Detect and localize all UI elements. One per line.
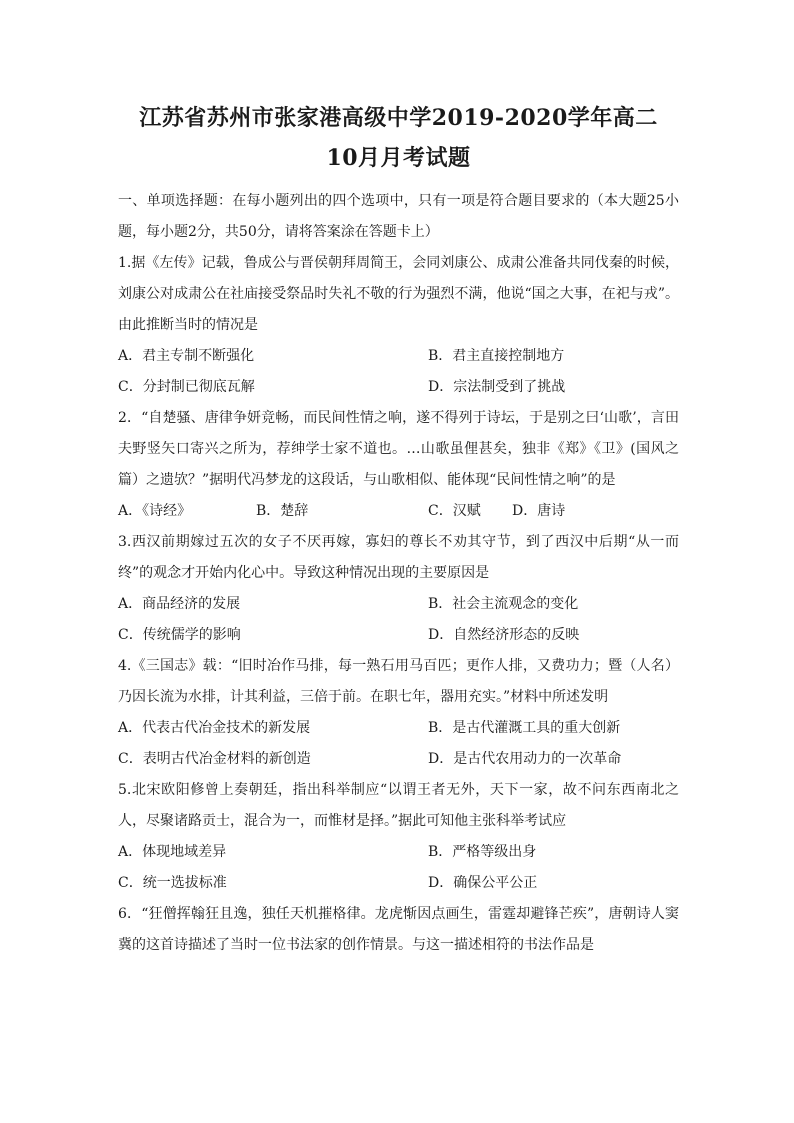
- question-1-option-a: A．君主专制不断强化: [118, 348, 255, 364]
- question-1-option-d: D．宗法制受到了挑战: [428, 379, 566, 395]
- question-1-options: [118, 341, 679, 403]
- question-3-option-b: B．社会主流观念的变化: [428, 596, 579, 612]
- question-5-option-c: C．统一选拔标准: [118, 875, 227, 891]
- section-instructions: 一、单项选择题：在每小题列出的四个选项中，只有一项是符合题目要求的（本大题25小题，每小题2分，共50分，请将答案涂在答题卡上）: [118, 193, 679, 240]
- question-3-options: [118, 589, 679, 651]
- question-4-option-b: B．是古代灌溉工具的重大创新: [428, 720, 621, 736]
- exam-title-line2: 10月月考试题: [326, 145, 471, 171]
- question-5-option-a: A．体现地域差异: [118, 844, 227, 860]
- question-2-options: [118, 496, 679, 527]
- question-5-option-d: D．确保公平公正: [428, 875, 538, 891]
- question-2-option-d: D．唐诗: [512, 503, 566, 519]
- question-2-option-b: B．楚辞: [256, 503, 309, 519]
- question-3-option-a: A．商品经济的发展: [118, 596, 241, 612]
- question-4-option-c: C．表明古代冶金材料的新创造: [118, 751, 311, 767]
- question-1-option-c: C．分封制已彻底瓦解: [118, 379, 255, 395]
- question-5-stem: 5.北宋欧阳修曾上奏朝廷，指出科举制应“以谓王者无外，天下一家，故不问东西南北之人，尽聚诸路贡士，混合为一，而惟材是择。”据此可知他主张科举考试应: [118, 782, 679, 829]
- question-4-option-a: A．代表古代冶金技术的新发展: [118, 720, 311, 736]
- question-1-option-b: B．君主直接控制地方: [428, 348, 565, 364]
- question-3-stem: 3.西汉前期嫁过五次的女子不厌再嫁，寡妇的尊长不劝其守节，到了西汉中后期“从一而终”的观念才开始内化心中。导致这种情况出现的主要原因是: [118, 534, 679, 581]
- question-4-option-d: D．是古代农用动力的一次革命: [428, 751, 622, 767]
- question-2-option-c: C．汉赋: [428, 503, 481, 519]
- question-2-stem: 2．“自楚骚、唐律争妍竞畅，而民间性情之响，遂不得列于诗坛，于是别之曰‘山歌’，言田夫野竖矢口寄兴之所为，荐绅学士家不道也。…山歌虽俚甚矣，独非《郑》《卫》(国风之篇）之遗欤？”据明代冯梦龙的这段话，与山歌相似、能体现“民间性情之响”的是: [118, 410, 679, 488]
- question-2-option-a: A．《诗经》: [118, 503, 192, 519]
- question-5-options: [118, 837, 679, 899]
- question-3-option-d: D．自然经济形态的反映: [428, 627, 580, 643]
- question-4-stem: 4.《三国志》载：“旧时冶作马排，每一熟石用马百匹；更作人排，又费功力；暨（人名）乃因长流为水排，计其利益，三倍于前。在职七年，器用充实。”材料中所述发明: [118, 658, 679, 705]
- question-1-stem: 1.据《左传》记载，鲁成公与晋侯朝拜周简王，会同刘康公、成肃公准备共同伐秦的时候，刘康公对成肃公在社庙接受祭品时失礼不敬的行为强烈不满，他说“国之大事，在祀与戎”。由此推断当时的情况是: [118, 255, 679, 333]
- question-4-options: [118, 713, 679, 775]
- exam-title-line1: 江苏省苏州市张家港高级中学2019-2020学年高二: [139, 105, 658, 131]
- question-3-option-c: C．传统儒学的影响: [118, 627, 241, 643]
- question-5-option-b: B．严格等级出身: [428, 844, 537, 860]
- question-6-stem: 6．“狂僧挥翰狂且逸，独任天机摧格律。龙虎惭因点画生，雷霆却避锋芒疾”，唐朝诗人窦冀的这首诗描述了当时一位书法家的创作情景。与这一描述相符的书法作品是: [118, 906, 679, 953]
